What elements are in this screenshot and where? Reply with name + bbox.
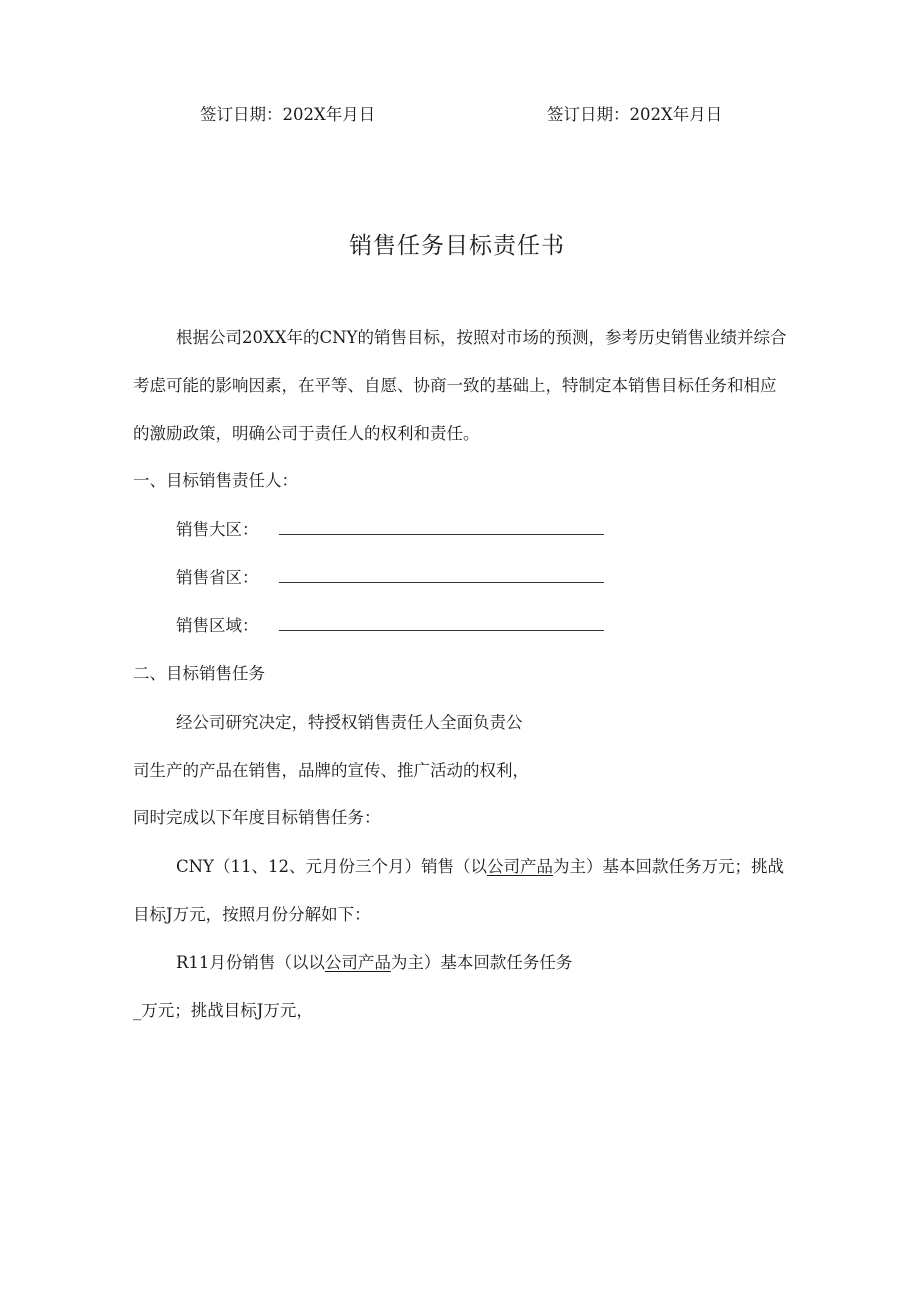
intro-line-1: 根据公司20XX年的CNY的销售目标，按照对市场的预测，参考历史销售业绩并综合 bbox=[176, 328, 787, 347]
section-2-p3-line-1 bbox=[176, 953, 572, 973]
sign-date-right: 签订日期：202X年月日 bbox=[547, 105, 723, 124]
field-sales-area bbox=[176, 616, 604, 636]
section-2-p3-line-2: _万元；挑战目标J万元， bbox=[133, 1001, 313, 1020]
field-label: 销售大区： bbox=[176, 520, 259, 539]
section-2-p1-line-1: 经公司研究决定，特授权销售责任人全面负责公 bbox=[176, 713, 523, 732]
field-sales-region bbox=[176, 520, 604, 540]
field-label: 销售区域： bbox=[176, 616, 259, 635]
sign-date-left: 签订日期：202X年月日 bbox=[200, 105, 376, 124]
blank-fill-line[interactable] bbox=[279, 520, 604, 535]
p2-text-pre: CNY（11、12、元月份三个月）销售（以 bbox=[176, 857, 487, 876]
section-2-p2-line-2: 目标J万元，按照月份分解如下： bbox=[133, 905, 371, 924]
section-1-heading: 一、目标销售责任人： bbox=[133, 471, 298, 490]
p3-text-post: 为主）基本回款任务任务 bbox=[390, 953, 573, 972]
section-2-p1-line-3: 同时完成以下年度目标销售任务： bbox=[133, 808, 381, 827]
p2-text-post: 为主）基本回款任务万元；挑战 bbox=[552, 857, 784, 876]
blank-fill-line[interactable] bbox=[279, 568, 604, 583]
blank-fill-line[interactable] bbox=[279, 616, 604, 631]
company-product-link[interactable]: 公司产品 bbox=[324, 953, 391, 972]
p3-text-pre: R11月份销售（以以 bbox=[176, 953, 325, 972]
section-2-p1-line-2: 司生产的产品在销售，品牌的宣传、推广活动的权利， bbox=[133, 761, 529, 780]
section-2-p2-line-1 bbox=[176, 857, 784, 877]
document-title: 销售任务目标责任书 bbox=[349, 233, 565, 259]
intro-line-2: 考虑可能的影响因素，在平等、自愿、协商一致的基础上，特制定本销售目标任务和相应 bbox=[133, 376, 777, 395]
company-product-link[interactable]: 公司产品 bbox=[486, 857, 553, 876]
intro-line-3: 的激励政策，明确公司于责任人的权利和责任。 bbox=[133, 424, 480, 443]
section-2-heading: 二、目标销售任务 bbox=[133, 664, 265, 683]
field-label: 销售省区： bbox=[176, 568, 259, 587]
field-sales-province bbox=[176, 568, 604, 588]
